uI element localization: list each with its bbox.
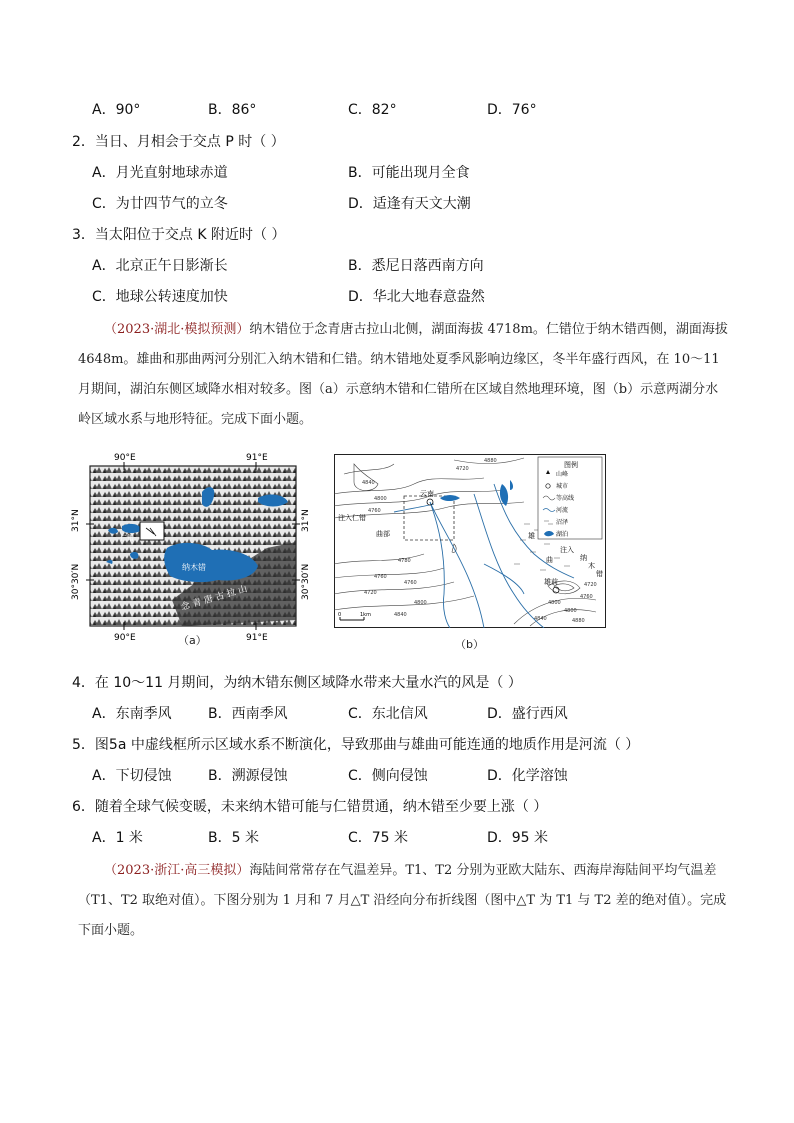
q2-option-d: D．适逢有天文大潮 xyxy=(348,196,471,212)
q4-stem: 4．在 10～11 月期间，为纳木错东侧区域降水带来大量水汽的风是（ ） xyxy=(72,675,522,691)
q2-option-a: A．月光直射地球赤道 xyxy=(92,165,228,181)
q1-option-b: B．86° xyxy=(208,102,257,118)
map-a-lon-right-bottom: 91°E xyxy=(246,633,268,643)
map-b-contour-label: 4840 xyxy=(394,612,407,618)
map-a-lat-bottom-right: 30°30′N xyxy=(301,563,311,600)
map-b-contour-label: 4880 xyxy=(484,458,497,464)
q1-option-c: C．82° xyxy=(348,102,397,118)
map-b-xiongqian: 雄前 xyxy=(544,578,558,586)
q1-option-a: A．90° xyxy=(92,102,141,118)
passage-temperature-source: （2023·浙江·高三模拟） xyxy=(104,863,250,878)
passage-temperature xyxy=(78,856,728,946)
map-b-contour-label: 4800 xyxy=(414,600,427,606)
map-b-contour-label: 4760 xyxy=(374,574,387,580)
passage-namco-text: 纳木错位于念青唐古拉山北侧，湖面海拔 4718m。仁错位于纳木错西侧，湖面海拔 4648m。雄曲和那曲两河分别汇入纳木错和仁错。纳木错地处夏季风影响边缘区，冬半年盛行西风，在 10～11 月期间，湖泊东侧区域降水相对较多。图（a）示意纳木错和仁错所在区域自然地理环境，图（b）示意两湖分水岭区域水系与地形特征。完成下面小题。 xyxy=(78,322,728,427)
q6-option-d: D．95 米 xyxy=(487,830,549,846)
q4-option-d: D．盛行西风 xyxy=(487,706,568,722)
passage-namco xyxy=(78,315,728,435)
map-b-contour-label: 4760 xyxy=(368,508,381,514)
map-a-lon-left-top: 90°E xyxy=(114,453,136,463)
q3-option-a: A．北京正午日影渐长 xyxy=(92,258,228,274)
map-a-figure xyxy=(62,450,312,650)
map-a-namco-label: 纳木错 xyxy=(182,563,206,572)
map-b-legend-city: 城市 xyxy=(556,483,569,490)
map-b-contour-label: 4720 xyxy=(584,582,597,588)
map-b-contour-label: 4840 xyxy=(362,480,375,486)
map-a-lat-bottom-left: 30°30′N xyxy=(71,563,81,600)
q5-option-a: A．下切侵蚀 xyxy=(92,768,172,784)
map-b-legend-title: 图例 xyxy=(564,461,578,469)
q4-option-a: A．东南季风 xyxy=(92,706,172,722)
map-b-contour-label: 4800 xyxy=(374,496,387,502)
map-b-caption: （b） xyxy=(455,638,484,651)
q6-stem: 6．随着全球气候变暖，未来纳木错可能与仁错贯通，纳木错至少要上涨（ ） xyxy=(72,799,548,815)
map-a-lon-left-bottom: 90°E xyxy=(114,633,136,643)
passage-namco-source: （2023·湖北·模拟预测） xyxy=(104,322,250,337)
q3-stem: 3．当太阳位于交点 K 附近时（ ） xyxy=(72,227,286,243)
q5-option-c: C．侧向侵蚀 xyxy=(348,768,428,784)
q2-option-c: C．为廿四节气的立冬 xyxy=(92,196,228,212)
map-a-renco-label: 仁错 xyxy=(120,534,134,542)
map-b-nam2: 木 xyxy=(588,562,595,570)
map-b-nam1: 纳 xyxy=(580,554,587,562)
q2-stem: 2．当日、月相会于交点 P 时（ ） xyxy=(72,134,285,150)
map-b-contour-label: 4720 xyxy=(456,466,469,472)
map-b-city-label: 云南 xyxy=(420,490,434,498)
q4-option-b: B．西南季风 xyxy=(208,706,288,722)
map-b-qu: 曲 xyxy=(546,556,553,564)
q5-option-b: B．溯源侵蚀 xyxy=(208,768,288,784)
map-b-figure xyxy=(334,454,606,628)
q5-option-d: D．化学溶蚀 xyxy=(487,768,568,784)
map-b-legend-peak: 山峰 xyxy=(556,471,569,478)
q6-option-a: A．1 米 xyxy=(92,830,143,846)
map-b-contour-label: 4760 xyxy=(580,594,593,600)
q3-option-c: C．地球公转速度加快 xyxy=(92,289,228,305)
map-b-legend-marsh: 沼泽 xyxy=(556,519,569,526)
map-b-legend-lake: 湖泊 xyxy=(556,531,569,538)
map-a-lon-right-top: 91°E xyxy=(246,453,268,463)
map-b-scale-label: 1km xyxy=(360,612,371,618)
map-b-qubu: 曲部 xyxy=(376,530,390,538)
map-b-contour-label: 4720 xyxy=(364,590,377,596)
map-b-xiong: 雄 xyxy=(528,532,535,540)
q2-option-b: B．可能出现月全食 xyxy=(348,165,470,181)
q6-option-c: C．75 米 xyxy=(348,830,409,846)
map-b-contour-label: 4840 xyxy=(534,616,547,622)
map-b-legend-river: 河流 xyxy=(556,507,569,514)
map-b-nam3: 错 xyxy=(596,570,603,578)
map-a-mountain-label: 念 青 唐 古 拉 山 xyxy=(180,584,249,613)
map-b-inlet-nam: 注入 xyxy=(560,546,574,554)
q1-option-d: D．76° xyxy=(487,102,537,118)
map-b-contour-label: 4760 xyxy=(404,580,417,586)
map-a-caption: （a） xyxy=(178,634,207,647)
q4-option-c: C．东北信风 xyxy=(348,706,428,722)
q3-option-b: B．悉尼日落西南方向 xyxy=(348,258,484,274)
map-b-legend-contour: 等高线 xyxy=(556,495,575,502)
map-b-contour-label: 4800 xyxy=(548,600,561,606)
map-a-lat-top-right: 31°N xyxy=(301,509,311,532)
q5-stem: 5．图5a 中虚线框所示区域水系不断演化，导致那曲与雄曲可能连通的地质作用是河流（ ） xyxy=(72,737,640,753)
q6-option-b: B．5 米 xyxy=(208,830,259,846)
passage-temperature-text: 海陆间常常存在气温差异。T1、T2 分别为亚欧大陆东、西海岸海陆间平均气温差（T1、T2 取绝对值）。下图分别为 1 月和 7 月△T 沿经向分布折线图（图中△T 为 T1 与 T2 差的绝对值）。完成下面小题。 xyxy=(78,863,727,938)
map-b-contour-label: 4800 xyxy=(564,608,577,614)
map-b-scale-zero: 0 xyxy=(338,612,342,618)
q3-option-d: D．华北大地春意盎然 xyxy=(348,289,485,305)
map-b-contour-label: 4880 xyxy=(572,618,585,624)
map-a-lat-top-left: 31°N xyxy=(71,509,81,532)
map-b-inlet-ren: 注入仁错 xyxy=(338,514,366,522)
map-b-contour-label: 4780 xyxy=(398,558,411,564)
